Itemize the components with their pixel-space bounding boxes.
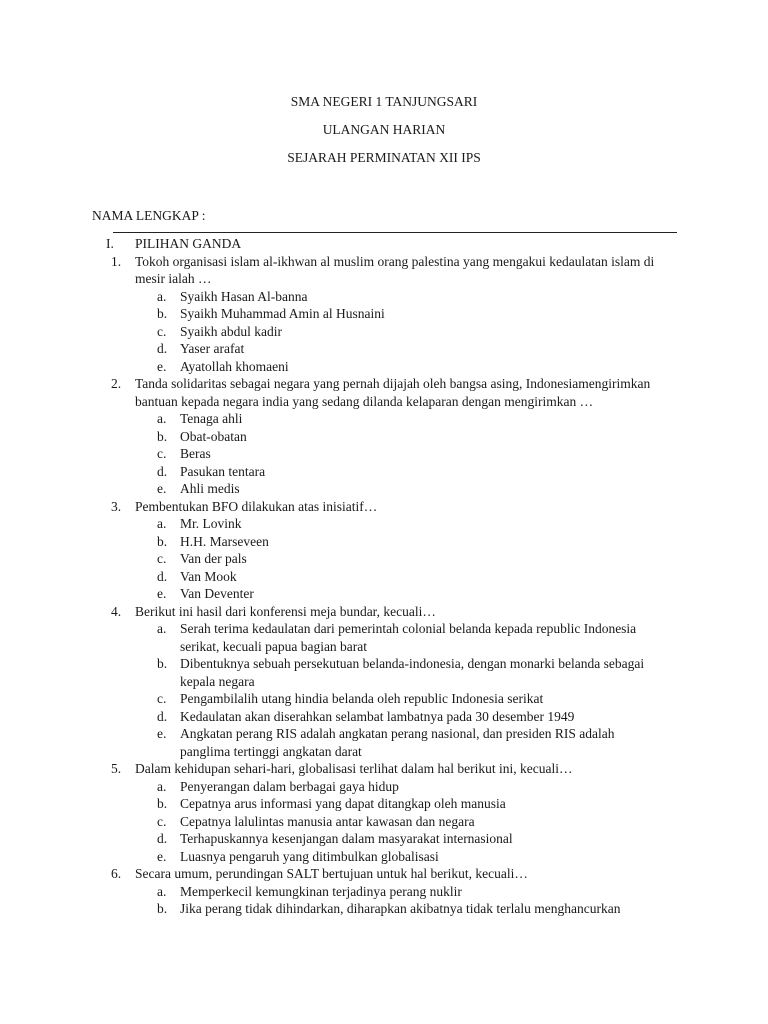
option-text: Jika perang tidak dihindarkan, diharapkan akibatnya tidak terlalu menghancurkan	[180, 901, 621, 916]
question-item	[0, 498, 768, 516]
option-text: H.H. Marseveen	[180, 533, 269, 549]
answer-option	[0, 848, 768, 866]
option-letter: d.	[157, 463, 168, 479]
question-item	[0, 603, 768, 621]
option-letter: d.	[157, 831, 168, 846]
answer-option	[0, 305, 768, 323]
answer-option	[0, 620, 768, 655]
option-text: Obat-obatan	[180, 428, 247, 444]
option-text: Ayatollah khomaeni	[180, 358, 289, 374]
option-letter: a.	[157, 288, 167, 304]
section-number: I.	[106, 236, 114, 251]
option-text: Van der pals	[180, 551, 247, 566]
option-letter: b.	[157, 533, 168, 549]
question-text: Tanda solidaritas sebagai negara yang pernah dijajah oleh bangsa asing, Indonesiamengirimkan bantuan kepada negara india yang sedang dilanda kelaparan dengan mengirimkan …	[135, 376, 651, 409]
answer-option	[0, 515, 768, 533]
option-letter: b.	[157, 796, 168, 811]
answer-option	[0, 568, 768, 586]
option-letter: b.	[157, 306, 168, 321]
option-letter: b.	[157, 901, 168, 916]
option-text: Luasnya pengaruh yang ditimbulkan globalisasi	[180, 848, 439, 864]
option-text: Serah terima kedaulatan dari pemerintah colonial belanda kepada republic Indonesia serikat, kecuali papua bagian barat	[180, 621, 637, 654]
option-letter: b.	[157, 428, 168, 444]
option-text: Van Mook	[180, 568, 237, 584]
question-text: Tokoh organisasi islam al-ikhwan al muslim orang palestina yang mengakui kedaulatan islam di mesir ialah …	[135, 253, 655, 286]
option-letter: b.	[157, 656, 168, 671]
option-text: Mr. Lovink	[180, 516, 242, 531]
question-list	[0, 253, 768, 918]
option-letter: d.	[157, 341, 168, 356]
question-number: 4.	[111, 603, 122, 619]
answer-option	[0, 410, 768, 428]
section-heading	[0, 235, 768, 253]
option-text: Ahli medis	[180, 481, 240, 496]
answer-option	[0, 445, 768, 463]
answer-option	[0, 725, 768, 760]
question-text: Dalam kehidupan sehari-hari, globalisasi terlihat dalam hal berikut ini, kecuali…	[135, 761, 573, 776]
name-field-line	[113, 232, 677, 233]
answer-option	[0, 900, 768, 918]
section-title: PILIHAN GANDA	[135, 236, 242, 251]
option-letter: c.	[157, 691, 167, 706]
option-letter: c.	[157, 813, 167, 829]
question-number: 6.	[111, 866, 122, 881]
option-text: Cepatnya lalulintas manusia antar kawasan dan negara	[180, 813, 475, 829]
option-letter: c.	[157, 323, 167, 339]
question-item	[0, 760, 768, 778]
option-letter: e.	[157, 726, 167, 741]
option-text: Syaikh Hasan Al-banna	[180, 288, 308, 304]
name-field-label: NAMA LENGKAP :	[92, 208, 206, 223]
option-text: Van Deventer	[180, 586, 254, 601]
option-letter: c.	[157, 551, 167, 566]
multiple-choice-section	[0, 235, 768, 918]
option-letter: e.	[157, 358, 167, 374]
option-letter: e.	[157, 481, 167, 496]
option-text: Angkatan perang RIS adalah angkatan perang nasional, dan presiden RIS adalah panglima tertinggi angkatan darat	[180, 726, 615, 759]
answer-option	[0, 813, 768, 831]
question-text: Berikut ini hasil dari konferensi meja bundar, kecuali…	[135, 603, 436, 619]
answer-option	[0, 533, 768, 551]
school-name: SMA NEGERI 1 TANJUNGSARI	[290, 94, 478, 109]
option-text: Syaikh abdul kadir	[180, 323, 282, 339]
option-text: Kedaulatan akan diserahkan selambat lambatnya pada 30 desember 1949	[180, 708, 575, 724]
answer-option	[0, 288, 768, 306]
option-letter: a.	[157, 411, 167, 426]
option-text: Dibentuknya sebuah persekutuan belanda-indonesia, dengan monarki belanda sebagai kepala negara	[180, 656, 645, 689]
answer-option	[0, 323, 768, 341]
question-number: 1.	[111, 253, 122, 269]
question-item	[0, 865, 768, 883]
option-letter: e.	[157, 848, 167, 864]
option-text: Syaikh Muhammad Amin al Husnaini	[180, 306, 385, 321]
answer-option	[0, 883, 768, 901]
question-text: Pembentukan BFO dilakukan atas inisiatif…	[135, 498, 378, 514]
option-letter: e.	[157, 586, 167, 601]
option-text: Yaser arafat	[180, 341, 245, 356]
answer-option	[0, 480, 768, 498]
option-letter: d.	[157, 568, 168, 584]
option-text: Cepatnya arus informasi yang dapat ditangkap oleh manusia	[180, 796, 506, 811]
option-text: Terhapuskannya kesenjangan dalam masyarakat internasional	[180, 831, 513, 846]
option-letter: a.	[157, 621, 167, 636]
answer-option	[0, 795, 768, 813]
answer-option	[0, 830, 768, 848]
option-text: Penyerangan dalam berbagai gaya hidup	[180, 778, 399, 794]
option-text: Beras	[180, 446, 211, 461]
question-number: 3.	[111, 498, 122, 514]
answer-option	[0, 585, 768, 603]
answer-option	[0, 778, 768, 796]
option-letter: a.	[157, 778, 167, 794]
option-text: Memperkecil kemungkinan terjadinya perang nuklir	[180, 883, 462, 899]
option-letter: a.	[157, 516, 167, 531]
option-letter: c.	[157, 446, 167, 461]
answer-option	[0, 550, 768, 568]
question-number: 5.	[111, 761, 122, 776]
answer-option	[0, 463, 768, 481]
question-item	[0, 253, 768, 288]
option-text: Pasukan tentara	[180, 463, 266, 479]
answer-option	[0, 358, 768, 376]
question-item	[0, 375, 768, 410]
answer-option	[0, 708, 768, 726]
exam-title: ULANGAN HARIAN	[322, 122, 446, 137]
option-text: Tenaga ahli	[180, 411, 243, 426]
question-text: Secara umum, perundingan SALT bertujuan untuk hal berikut, kecuali…	[135, 866, 528, 881]
answer-option	[0, 655, 768, 690]
option-letter: a.	[157, 883, 167, 899]
answer-option	[0, 428, 768, 446]
option-letter: d.	[157, 708, 168, 724]
subject-title: SEJARAH PERMINATAN XII IPS	[287, 150, 481, 165]
option-text: Pengambilalih utang hindia belanda oleh republic Indonesia serikat	[180, 691, 544, 706]
answer-option	[0, 340, 768, 358]
answer-option	[0, 690, 768, 708]
question-number: 2.	[111, 376, 122, 391]
